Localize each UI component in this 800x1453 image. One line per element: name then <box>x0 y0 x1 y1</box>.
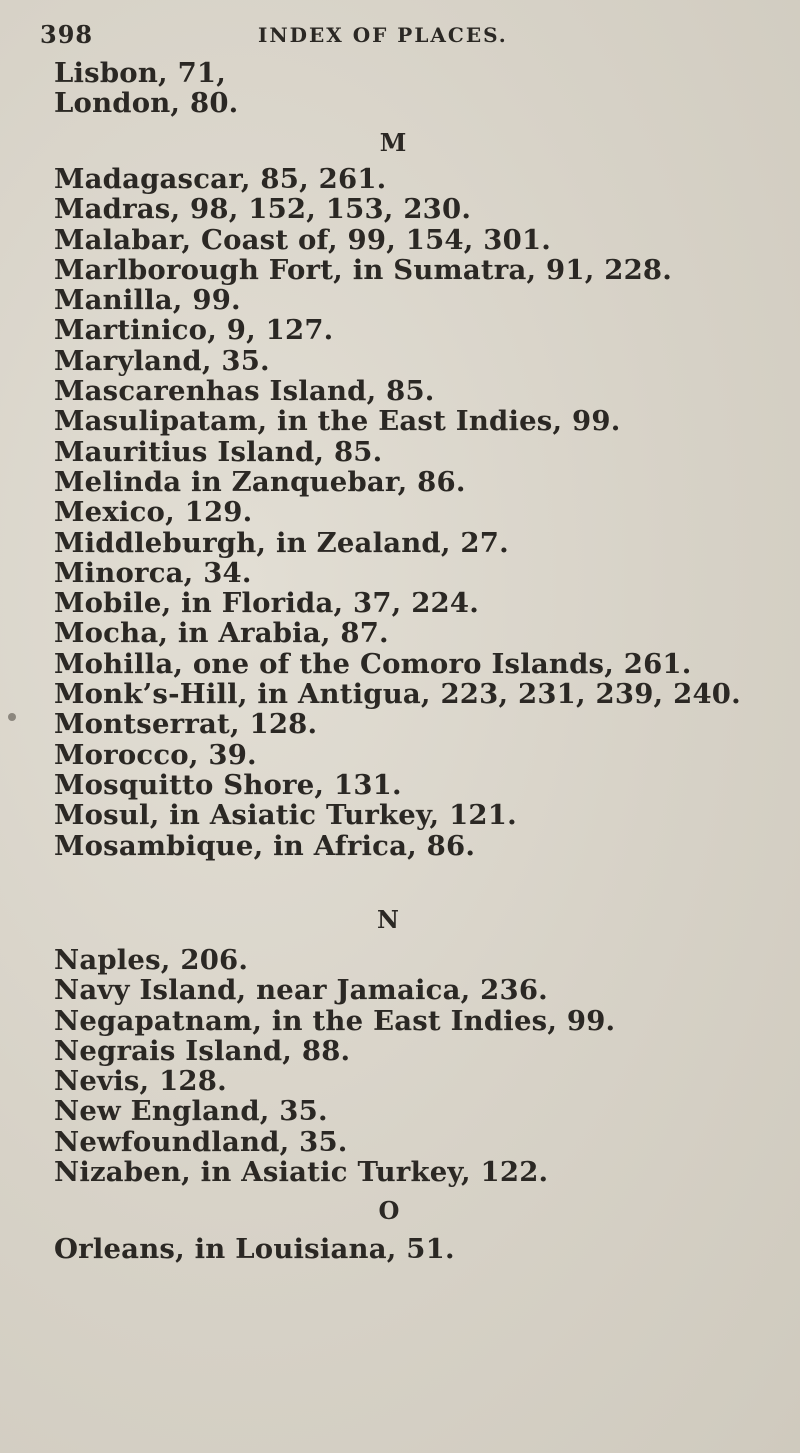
margin-spot <box>8 713 16 721</box>
index-entry: Mascarenhas Island, 85. <box>54 375 435 408</box>
index-entry: Navy Island, near Jamaica, 236. <box>54 974 548 1007</box>
index-entry: New England, 35. <box>54 1095 328 1128</box>
section-l <box>54 58 790 119</box>
index-entry: Madras, 98, 152, 153, 230. <box>54 193 472 226</box>
section-heading-o <box>0 1196 800 1226</box>
page-number: 398 <box>40 20 94 49</box>
index-entry: Negrais Island, 88. <box>54 1034 351 1067</box>
section-letter: O <box>378 1196 400 1225</box>
index-entry: Mohilla, one of the Comoro Islands, 261. <box>54 647 692 680</box>
index-entry: Marlborough Fort, in Sumatra, 91, 228. <box>54 253 673 286</box>
index-entry: Nevis, 128. <box>54 1065 227 1098</box>
index-entry: Mauritius Island, 85. <box>54 435 383 468</box>
index-entry: Mocha, in Arabia, 87. <box>54 617 389 650</box>
index-entry: Masulipatam, in the East Indies, 99. <box>54 405 621 438</box>
index-entry: Monk’s-Hill, in Antigua, 223, 231, 239, 240. <box>54 678 741 711</box>
index-entry: Middleburgh, in Zealand, 27. <box>54 526 509 559</box>
section-letter: N <box>377 905 399 934</box>
section-m <box>54 164 790 861</box>
index-entry: Negapatnam, in the East Indies, 99. <box>54 1004 616 1037</box>
index-entry: Montserrat, 128. <box>54 708 318 741</box>
index-entry: Manilla, 99. <box>54 284 241 317</box>
index-entry: Naples, 206. <box>54 944 249 976</box>
index-entry: Mexico, 129. <box>54 496 253 529</box>
page-header <box>40 20 760 50</box>
index-entry: Malabar, Coast of, 99, 154, 301. <box>54 223 552 256</box>
index-entry: Minorca, 34. <box>54 556 252 589</box>
index-entry: Mosul, in Asiatic Turkey, 121. <box>54 799 517 832</box>
index-entry: Martinico, 9, 127. <box>54 314 334 347</box>
section-heading-n <box>0 905 800 935</box>
index-entry: Nizaben, in Asiatic Turkey, 122. <box>54 1156 549 1189</box>
index-entry: Maryland, 35. <box>54 344 270 377</box>
section-letter: M <box>379 128 407 157</box>
section-n <box>54 945 790 1187</box>
index-entry: Mosambique, in Africa, 86. <box>54 829 476 862</box>
section-o <box>54 1234 790 1264</box>
index-entry: Newfoundland, 35. <box>54 1125 348 1158</box>
index-entry: Mobile, in Florida, 37, 224. <box>54 587 480 620</box>
index-entry: Orleans, in Louisiana, 51. <box>54 1233 455 1265</box>
index-entry: London, 80. <box>54 87 239 120</box>
index-entry: Mosquitto Shore, 131. <box>54 768 402 801</box>
index-entry: Madagascar, 85, 261. <box>54 163 387 195</box>
index-entry: Lisbon, 71, <box>54 57 227 89</box>
index-entry: Morocco, 39. <box>54 738 257 771</box>
section-heading-m <box>0 128 800 158</box>
index-entry: Melinda in Zanquebar, 86. <box>54 465 466 498</box>
running-head: INDEX OF PLACES. <box>258 23 508 47</box>
